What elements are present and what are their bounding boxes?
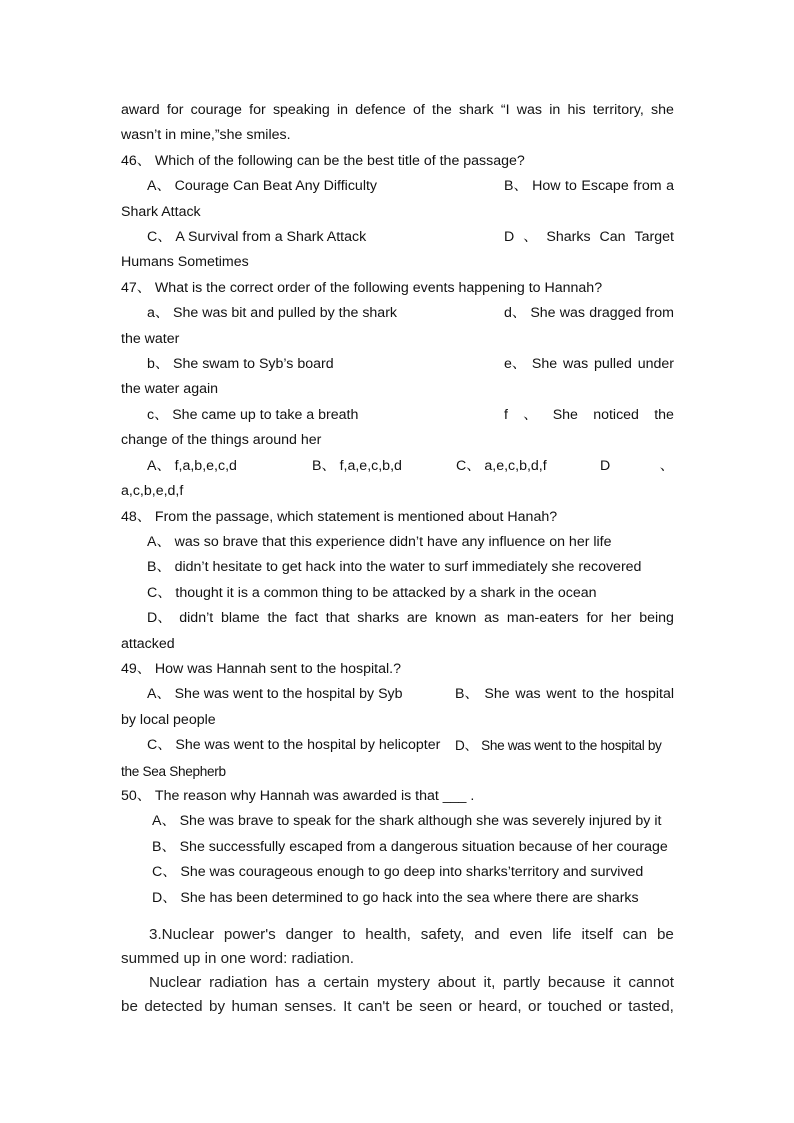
word: by bbox=[209, 998, 226, 1015]
word: can't bbox=[357, 998, 390, 1015]
q47-event-a: a、 She was bit and pulled by the shark bbox=[147, 305, 398, 322]
word: because bbox=[547, 974, 606, 991]
word: be bbox=[395, 998, 413, 1015]
q49-options-cd bbox=[121, 733, 674, 758]
word: Target bbox=[634, 229, 674, 246]
q46-option-d-cont: Humans Sometimes bbox=[121, 254, 249, 271]
word: 3.Nuclear bbox=[149, 926, 214, 943]
q47-option-d bbox=[600, 454, 674, 479]
word: it, bbox=[483, 974, 496, 991]
q47-events-ad bbox=[121, 301, 674, 326]
word: noticed bbox=[593, 406, 639, 423]
q50-option-d: D、 She has been determined to go hack into the sea where there are sharks bbox=[152, 889, 639, 906]
word: Escape bbox=[581, 178, 629, 195]
word: She bbox=[530, 305, 556, 322]
word: Sharks bbox=[546, 229, 591, 246]
q47-event-f bbox=[504, 403, 674, 428]
q46-option-b bbox=[504, 174, 674, 199]
word: the bbox=[654, 406, 674, 423]
word: went bbox=[546, 686, 577, 703]
word: e、 bbox=[504, 356, 527, 373]
word: It bbox=[343, 998, 352, 1015]
word: 、 bbox=[523, 229, 538, 246]
word: sharks bbox=[357, 610, 400, 627]
word: in bbox=[336, 102, 348, 118]
word: under bbox=[637, 356, 674, 373]
word: of bbox=[412, 102, 425, 118]
word: that bbox=[325, 610, 350, 627]
word: pulled bbox=[594, 356, 632, 373]
word: defence bbox=[355, 102, 406, 118]
word: or bbox=[608, 998, 622, 1015]
passage-continuation-line-2: wasn’t in mine,”she smiles. bbox=[121, 127, 291, 144]
word: the bbox=[599, 686, 620, 703]
question-46-options-ab bbox=[121, 174, 674, 199]
word: power's bbox=[223, 926, 276, 943]
word: shark bbox=[458, 102, 494, 118]
q47-event-f-cont: change of the things around her bbox=[121, 432, 322, 449]
q47-event-c: c、 She came up to take a breath bbox=[147, 406, 359, 423]
question-46-stem: 46、 Which of the following can be the best title of the passage? bbox=[121, 152, 525, 169]
word: even bbox=[509, 926, 543, 943]
word: heard, bbox=[478, 998, 522, 1015]
question-50-stem: 50、 The reason why Hannah was awarded is that ___ . bbox=[121, 787, 475, 804]
word: man-eaters bbox=[506, 610, 579, 627]
word: itself bbox=[581, 926, 613, 943]
word: to bbox=[565, 178, 577, 195]
q47-option-a: A、 f,a,b,e,c,d bbox=[147, 457, 237, 474]
word: from bbox=[645, 305, 674, 322]
word: speaking bbox=[272, 102, 330, 118]
word: How bbox=[532, 178, 561, 195]
word: to bbox=[342, 926, 356, 943]
word: She bbox=[552, 406, 578, 423]
word: be bbox=[656, 926, 674, 943]
word: health, bbox=[365, 926, 411, 943]
word: radiation bbox=[209, 974, 268, 991]
q49-option-b-cont: by local people bbox=[121, 711, 216, 728]
word: the bbox=[432, 102, 452, 118]
word: being bbox=[639, 610, 674, 627]
word: Can bbox=[599, 229, 626, 246]
word: mystery bbox=[376, 974, 430, 991]
word: was bbox=[516, 102, 542, 118]
word: for bbox=[249, 102, 266, 118]
word: danger bbox=[285, 926, 333, 943]
word: can bbox=[622, 926, 648, 943]
word: B、 bbox=[455, 686, 479, 703]
word: d、 bbox=[504, 305, 527, 322]
word: about bbox=[437, 974, 476, 991]
word: 、 bbox=[659, 457, 674, 474]
word: “I bbox=[500, 102, 510, 118]
q46-option-c: C、 A Survival from a Shark Attack bbox=[147, 229, 367, 246]
q47-option-b: B、 f,a,e,c,b,d bbox=[312, 457, 402, 474]
word: has bbox=[275, 974, 300, 991]
word: are bbox=[406, 610, 428, 627]
word: her bbox=[610, 610, 632, 627]
q49-options-ab bbox=[121, 682, 674, 707]
passage3-p1-line2: summed up in one word: radiation. bbox=[121, 950, 355, 967]
passage3-p2-line1 bbox=[121, 971, 674, 995]
q47-options bbox=[121, 454, 674, 479]
exam-page bbox=[121, 98, 674, 1019]
word: safety, bbox=[420, 926, 465, 943]
word: to bbox=[582, 686, 594, 703]
word: courage bbox=[190, 102, 242, 118]
passage-continuation-line-1 bbox=[121, 98, 674, 123]
word: B、 bbox=[504, 178, 528, 195]
q46-option-a: A、 Courage Can Beat Any Difficulty bbox=[147, 178, 378, 195]
word: seen bbox=[419, 998, 453, 1015]
word: was bbox=[559, 305, 586, 322]
word: fact bbox=[295, 610, 318, 627]
word: territory, bbox=[592, 102, 644, 118]
q49-option-a: A、 She was went to the hospital by Syb bbox=[147, 686, 403, 703]
q46-option-d bbox=[504, 225, 674, 250]
word: award bbox=[121, 102, 160, 118]
q50-option-c: C、 She was courageous enough to go deep into sharks’territory and survived bbox=[152, 864, 644, 881]
q47-event-d-cont: the water bbox=[121, 330, 180, 347]
word: or bbox=[528, 998, 542, 1015]
word: it bbox=[613, 974, 621, 991]
q50-option-a: A、 She was brave to speak for the shark although she was severely injured by it bbox=[152, 813, 662, 830]
q49-option-d: D、 She was went to the hospital by bbox=[455, 738, 662, 754]
word: for bbox=[166, 102, 184, 118]
word: life bbox=[552, 926, 572, 943]
word: the bbox=[267, 610, 288, 627]
q48-option-d bbox=[121, 606, 674, 631]
word: touched bbox=[547, 998, 602, 1015]
word: Nuclear bbox=[149, 974, 202, 991]
q47-event-b: b、 She swam to Syb’s board bbox=[147, 356, 334, 373]
word: for bbox=[586, 610, 604, 627]
q47-event-e bbox=[504, 352, 674, 377]
q49-option-c: C、 She was went to the hospital by helicopter bbox=[147, 737, 441, 754]
word: senses. bbox=[284, 998, 337, 1015]
word: his bbox=[567, 102, 586, 118]
q47-option-d-cont: a,c,b,e,d,f bbox=[121, 483, 184, 500]
word: partly bbox=[503, 974, 541, 991]
passage3-p1-line1 bbox=[121, 923, 674, 947]
word: D bbox=[504, 229, 515, 246]
q47-event-d bbox=[504, 301, 674, 326]
q47-events-be bbox=[121, 352, 674, 377]
word: she bbox=[651, 102, 674, 118]
word: detected bbox=[144, 998, 203, 1015]
word: known bbox=[435, 610, 477, 627]
q48-option-c: C、 thought it is a common thing to be attacked by a shark in the ocean bbox=[147, 584, 597, 601]
q48-option-a: A、 was so brave that this experience didn’t have any influence on her life bbox=[147, 533, 612, 550]
word: in bbox=[549, 102, 561, 118]
word: hospital bbox=[625, 686, 674, 703]
question-48-stem: 48、 From the passage, which statement is mentioned about Hanah? bbox=[121, 508, 558, 525]
word: D bbox=[600, 457, 611, 474]
q48-option-b: B、 didn’t hesitate to get hack into the water to surf immediately she recovered bbox=[147, 559, 642, 576]
word: human bbox=[231, 998, 278, 1015]
word: a bbox=[666, 178, 674, 195]
q50-option-b: B、 She successfully escaped from a dangerous situation because of her courage bbox=[152, 838, 668, 855]
q49-option-d-cont: the Sea Shepherb bbox=[121, 763, 226, 779]
question-49-stem: 49、 How was Hannah sent to the hospital.? bbox=[121, 660, 401, 677]
word: She bbox=[484, 686, 510, 703]
word: D、 bbox=[147, 610, 172, 627]
word: cannot bbox=[628, 974, 674, 991]
word: from bbox=[633, 178, 662, 195]
word: as bbox=[484, 610, 500, 627]
passage3-p2-line2 bbox=[121, 995, 674, 1019]
word: 、 bbox=[523, 406, 538, 423]
word: She bbox=[531, 356, 558, 373]
question-47-stem: 47、 What is the correct order of the following events happening to Hannah? bbox=[121, 279, 603, 296]
word: and bbox=[474, 926, 500, 943]
question-46-options-cd bbox=[121, 225, 674, 250]
q47-event-e-cont: the water again bbox=[121, 381, 219, 398]
word: or bbox=[458, 998, 473, 1015]
word: was bbox=[515, 686, 541, 703]
word: certain bbox=[323, 974, 370, 991]
word: be bbox=[121, 998, 138, 1015]
q48-option-d-cont: attacked bbox=[121, 635, 175, 652]
q46-option-b-cont: Shark Attack bbox=[121, 203, 201, 220]
word: didn’t bbox=[179, 610, 214, 627]
word: a bbox=[307, 974, 316, 991]
q47-events-cf bbox=[121, 403, 674, 428]
q47-option-c: C、 a,e,c,b,d,f bbox=[456, 457, 547, 474]
q49-option-b bbox=[455, 682, 674, 707]
word: tasted, bbox=[628, 998, 674, 1015]
word: blame bbox=[221, 610, 260, 627]
word: f bbox=[504, 406, 508, 423]
word: dragged bbox=[589, 305, 642, 322]
word: was bbox=[562, 356, 589, 373]
